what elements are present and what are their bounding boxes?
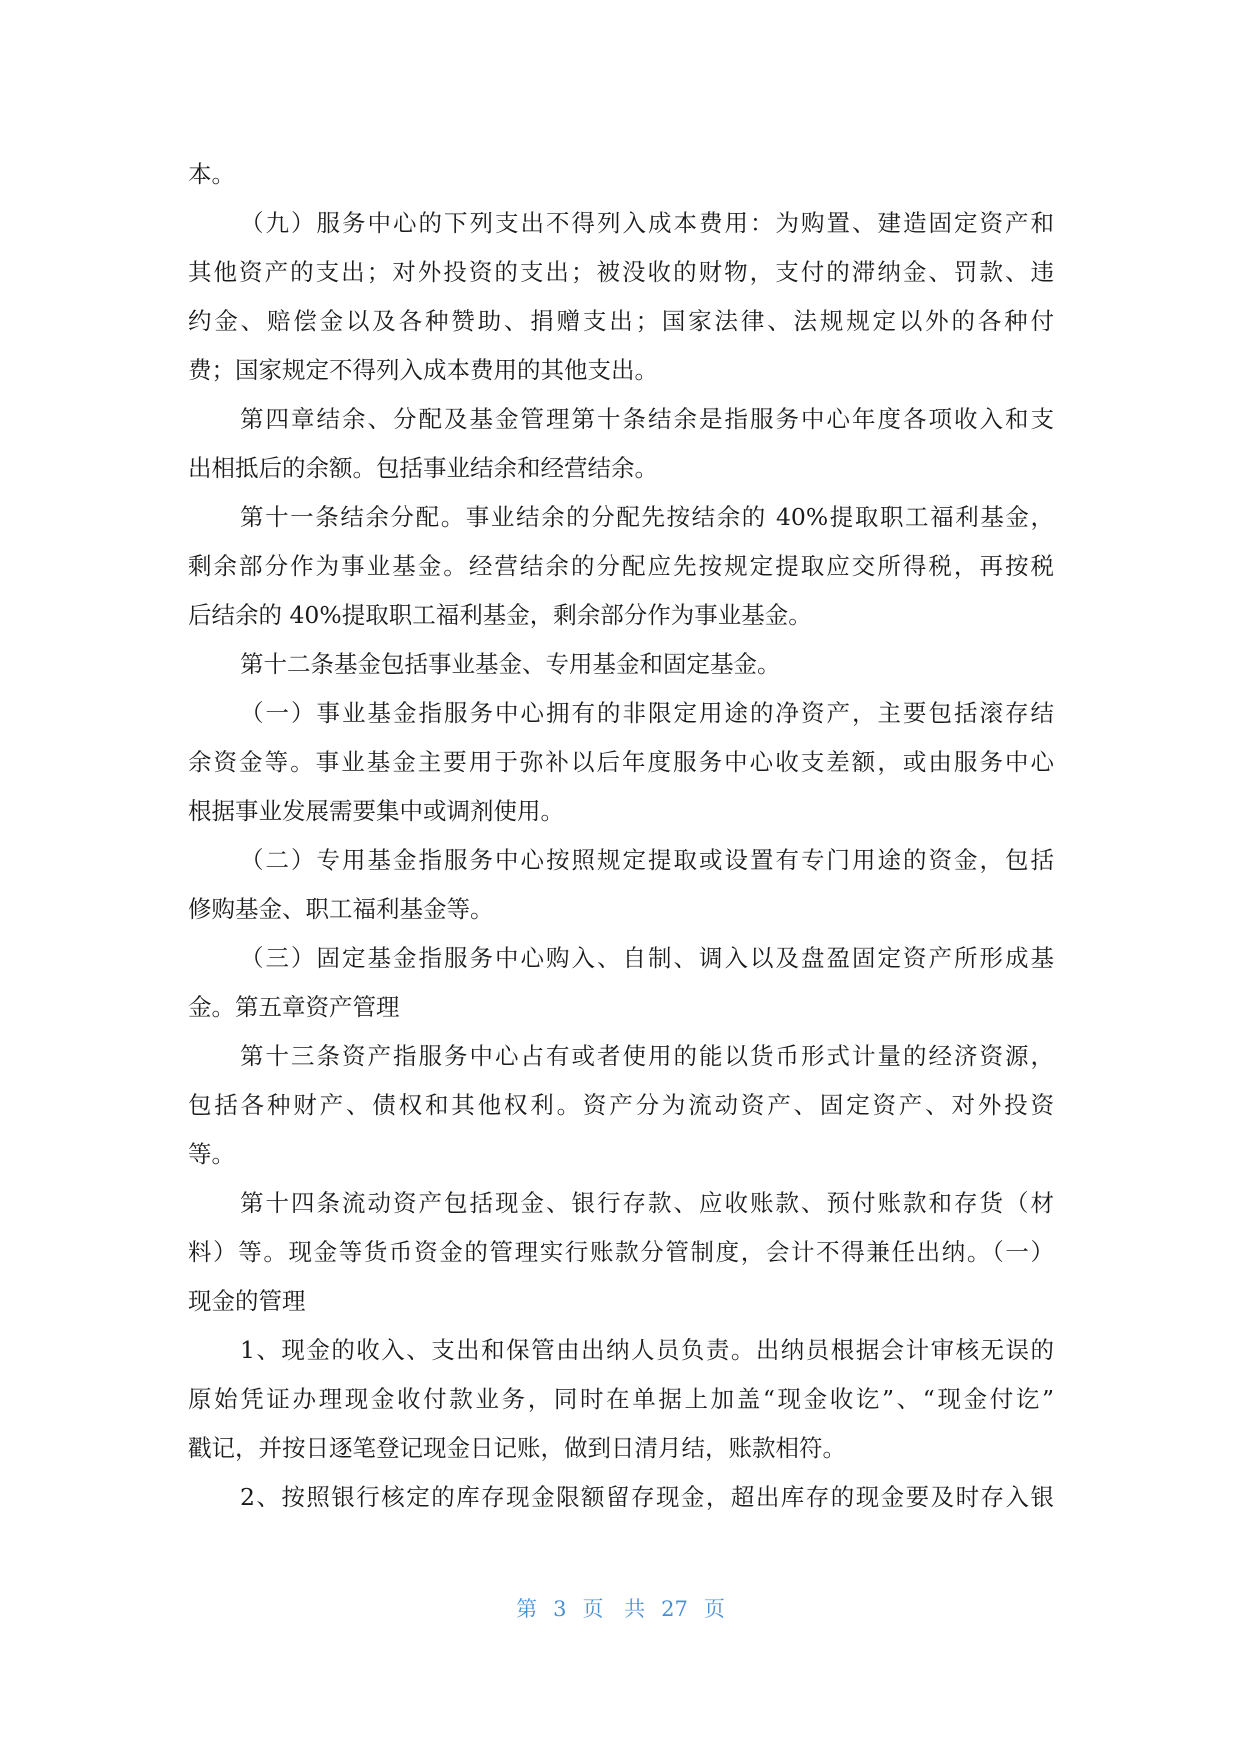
- text-line: 根据事业发展需要集中或调剂使用。: [188, 797, 564, 825]
- text-line: 戳记，并按日逐笔登记现金日记账，做到日清月结，账款相符。: [188, 1434, 846, 1462]
- text-line: 第十一条结余分配。事业结余的分配先按结余的 40%提取职工福利基金，: [240, 503, 1054, 531]
- document-body: [188, 150, 1054, 1522]
- footer-middle: 页 共: [582, 1597, 646, 1621]
- text-line: （一）事业基金指服务中心拥有的非限定用途的净资产，主要包括滚存结: [240, 699, 1054, 727]
- text-line: 出相抵后的余额。包括事业结余和经营结余。: [188, 454, 658, 482]
- footer-suffix: 页: [703, 1597, 725, 1621]
- text-line: 包括各种财产、债权和其他权利。资产分为流动资产、固定资产、对外投资: [188, 1091, 1054, 1119]
- footer-prefix: 第: [516, 1597, 538, 1621]
- text-line: （九）服务中心的下列支出不得列入成本费用：为购置、建造固定资产和: [240, 209, 1054, 237]
- text-line: 原始凭证办理现金收付款业务，同时在单据上加盖“现金收讫”、“现金付讫”: [188, 1385, 1054, 1413]
- text-line: 1、现金的收入、支出和保管由出纳人员负责。出纳员根据会计审核无误的: [240, 1336, 1054, 1364]
- text-line: 第十四条流动资产包括现金、银行存款、应收账款、预付账款和存货（材: [240, 1189, 1054, 1217]
- text-line: 2、按照银行核定的库存现金限额留存现金，超出库存的现金要及时存入银: [240, 1483, 1054, 1511]
- text-line: 本。: [188, 160, 235, 188]
- text-line: 等。: [188, 1140, 235, 1168]
- text-line: 剩余部分作为事业基金。经营结余的分配应先按规定提取应交所得税，再按税: [188, 552, 1054, 580]
- page-footer: [0, 1593, 1241, 1623]
- text-line: 现金的管理: [188, 1287, 306, 1315]
- text-line: 料）等。现金等货币资金的管理实行账款分管制度，会计不得兼任出纳。（一）: [188, 1238, 1054, 1266]
- text-line: 后结余的 40%提取职工福利基金，剩余部分作为事业基金。: [188, 601, 812, 629]
- total-pages-number: 27: [661, 1597, 688, 1621]
- text-line: 修购基金、职工福利基金等。: [188, 895, 494, 923]
- text-line: 第十三条资产指服务中心占有或者使用的能以货币形式计量的经济资源，: [240, 1042, 1054, 1070]
- text-line: 第十二条基金包括事业基金、专用基金和固定基金。: [240, 650, 781, 678]
- text-line: （二）专用基金指服务中心按照规定提取或设置有专门用途的资金，包括: [240, 846, 1054, 874]
- current-page-number: 3: [553, 1597, 567, 1621]
- text-line: 金。第五章资产管理: [188, 993, 400, 1021]
- text-line: 约金、赔偿金以及各种赞助、捐赠支出；国家法律、法规规定以外的各种付: [188, 307, 1054, 335]
- text-line: 费；国家规定不得列入成本费用的其他支出。: [188, 356, 658, 384]
- text-line: （三）固定基金指服务中心购入、自制、调入以及盘盈固定资产所形成基: [240, 944, 1054, 972]
- text-line: 其他资产的支出；对外投资的支出；被没收的财物，支付的滞纳金、罚款、违: [188, 258, 1054, 286]
- text-line: 余资金等。事业基金主要用于弥补以后年度服务中心收支差额，或由服务中心: [188, 748, 1054, 776]
- text-line: 第四章结余、分配及基金管理第十条结余是指服务中心年度各项收入和支: [240, 405, 1054, 433]
